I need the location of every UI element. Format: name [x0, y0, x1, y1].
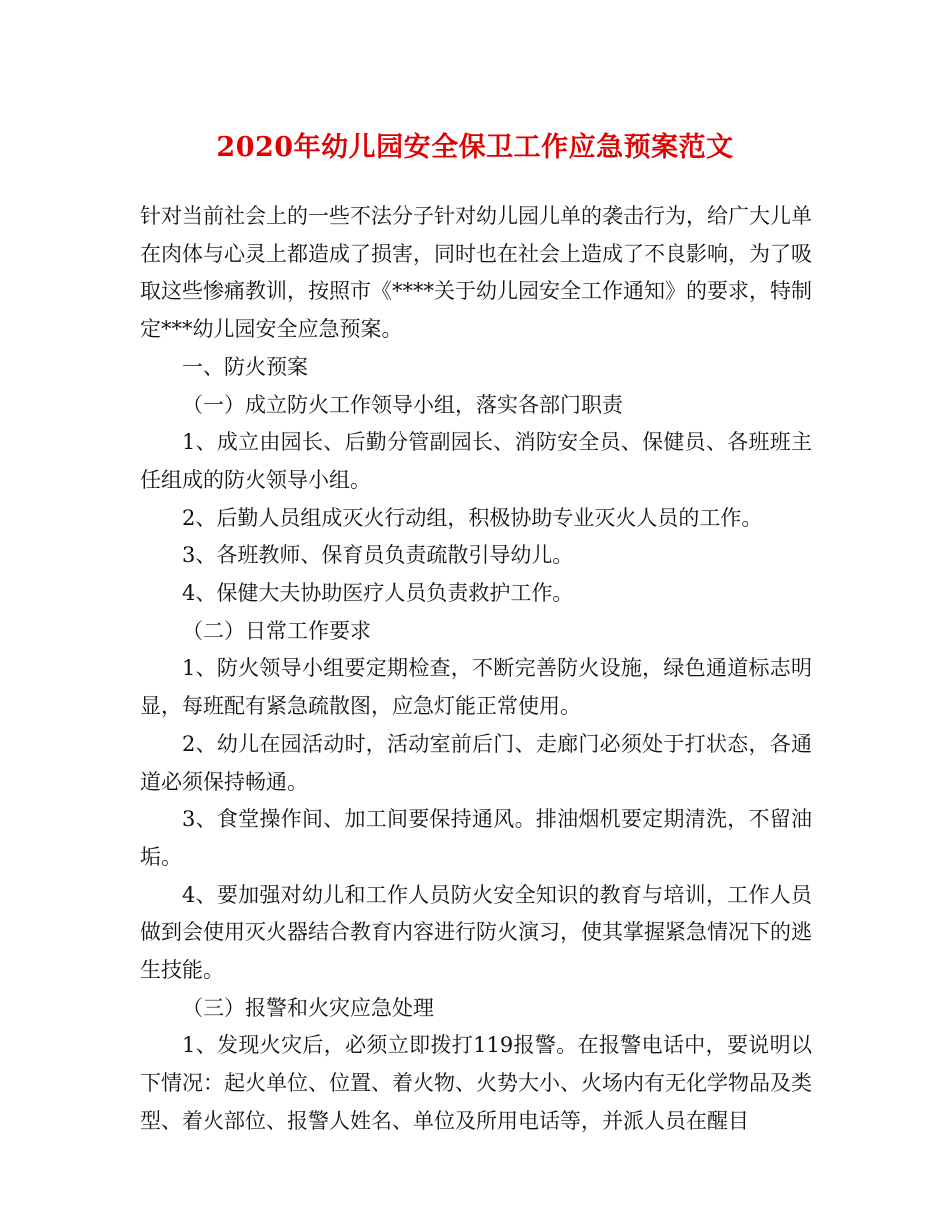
- intro-paragraph: 针对当前社会上的一些不法分子针对幼儿园儿单的袭击行为，给广大儿单在肉体与心灵上都造成了损害，同时也在社会上造成了不良影响，为了吸取这些惨痛教训，按照市《****关于幼儿园安全工作通知》的要求，特制定***幼儿园安全应急预案。: [140, 204, 812, 342]
- list-item: 1、发现火灾后，必须立即拨打119报警。在报警电话中，要说明以下情况：起火单位、位置、着火物、火势大小、火场内有无化学物品及类型、着火部位、报警人姓名、单位及所用电话等，并派人员在醒目: [140, 1033, 812, 1133]
- list-item: 3、各班教师、保育员负责疏散引导幼儿。: [182, 543, 574, 568]
- list-item: 2、后勤人员组成灭火行动组，积极协助专业灭火人员的工作。: [182, 505, 763, 530]
- section-heading-fire-plan: 一、防火预案: [182, 354, 308, 379]
- subsection-heading-leadership: （一）成立防火工作领导小组，落实各部门职责: [182, 392, 623, 417]
- list-item: 1、防火领导小组要定期检查，不断完善防火设施，绿色通道标志明显，每班配有紧急疏散图，应急灯能正常使用。: [140, 656, 812, 719]
- list-item: 2、幼儿在园活动时，活动室前后门、走廊门必须处于打状态，各通道必须保持畅通。: [140, 731, 812, 794]
- list-item: 3、食堂操作间、加工间要保持通风。排油烟机要定期清洗，不留油垢。: [140, 807, 812, 869]
- document-body: [140, 198, 812, 1141]
- subsection-heading-daily-requirements: （二）日常工作要求: [182, 618, 371, 643]
- subsection-heading-alarm-response: （三）报警和火灾应急处理: [182, 995, 434, 1020]
- document-title: 2020年幼儿园安全保卫工作应急预案范文: [216, 132, 734, 163]
- list-item: 4、保健大夫协助医疗人员负责救护工作。: [182, 581, 574, 606]
- list-item: 4、要加强对幼儿和工作人员防火安全知识的教育与培训，工作人员做到会使用灭火器结合教育内容进行防火演习，使其掌握紧急情况下的逃生技能。: [140, 882, 812, 983]
- list-item: 1、成立由园长、后勤分管副园长、消防安全员、保健员、各班班主任组成的防火领导小组。: [140, 430, 812, 492]
